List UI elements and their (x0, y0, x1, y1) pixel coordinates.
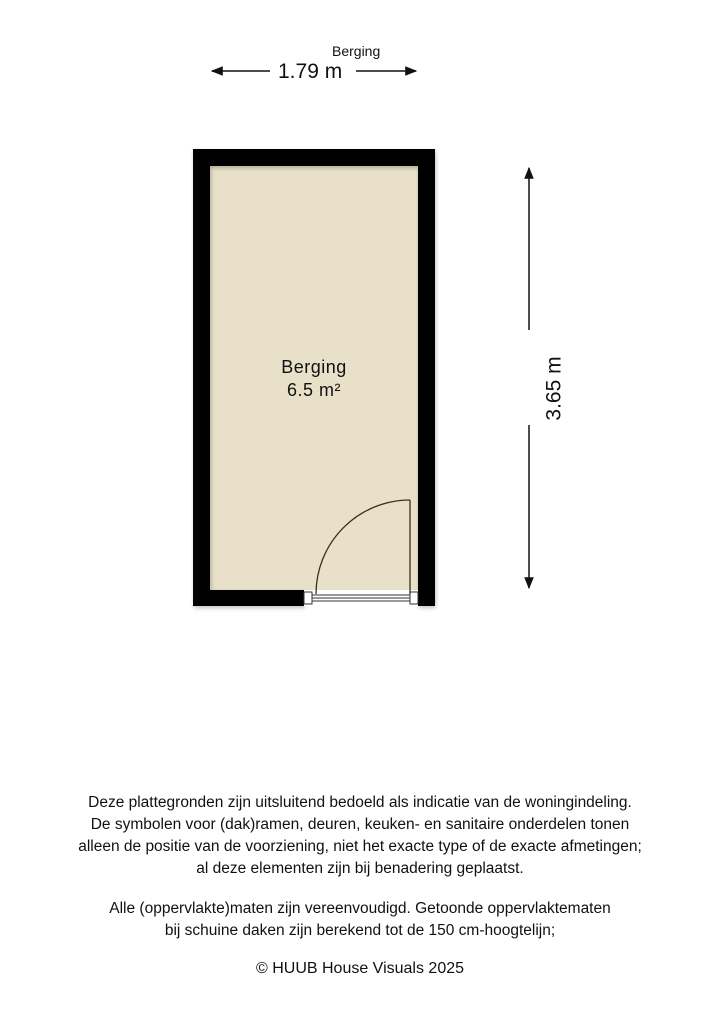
room-area: 6.5 m² (286, 380, 341, 400)
plan-title: Berging (332, 43, 381, 59)
room-floor (210, 166, 418, 590)
disclaimer-line: alleen de positie van de voorziening, niet het exacte type of de exacte afmetingen; (78, 838, 642, 855)
disclaimer-line: Deze plattegronden zijn uitsluitend bedoeld als indicatie van de woningindeling. (88, 794, 632, 811)
disclaimer-paragraph-2 (0, 898, 720, 942)
disclaimer-line: De symbolen voor (dak)ramen, deuren, keuken- en sanitaire onderdelen tonen (90, 816, 630, 833)
copyright-notice: © HUUB House Visuals 2025 (255, 960, 465, 977)
height-dimension-label: 3.65 m (544, 349, 565, 429)
disclaimer-line: Alle (oppervlakte)maten zijn vereenvoudigd. Getoonde oppervlaktematen (109, 900, 611, 917)
width-dimension-label: 1.79 m (274, 61, 346, 82)
disclaimer-paragraph-1 (0, 792, 720, 880)
disclaimer-line: bij schuine daken zijn berekend tot de 150 cm-hoogtelijn; (164, 922, 556, 939)
room-name: Berging (281, 357, 347, 377)
disclaimer-line: al deze elementen zijn bij benadering geplaatst. (196, 860, 524, 877)
